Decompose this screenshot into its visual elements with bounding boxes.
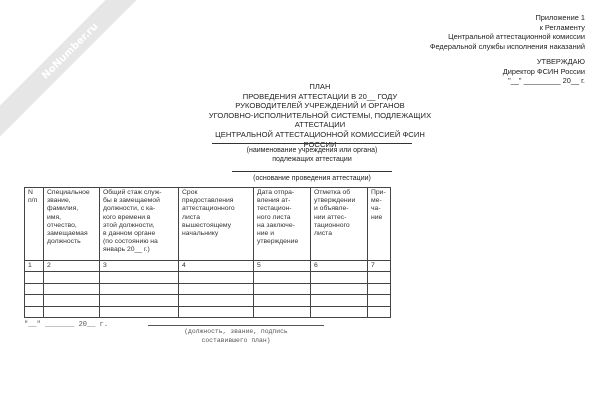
table-cell[interactable] [44, 283, 100, 295]
institution-subcaption: подлежащих аттестации [272, 156, 352, 163]
approval-block [503, 57, 585, 86]
appendix-line: к Регламенту [539, 22, 585, 32]
column-number: 1 [25, 261, 44, 272]
title-line: ПЛАН [309, 82, 331, 91]
table-header-row [25, 188, 391, 261]
table-cell[interactable] [368, 306, 391, 318]
header-cell-sending-date: Дата отпра- вления ат- тестацион- ного листа на заключе- ние и утверждение [254, 188, 311, 261]
column-number: 6 [311, 261, 368, 272]
footer-date-field[interactable]: "__" _______ 20__ г. [24, 321, 109, 329]
table-row [25, 306, 391, 318]
institution-field[interactable] [212, 143, 412, 164]
table-cell[interactable] [368, 272, 391, 284]
table-cell[interactable] [100, 283, 179, 295]
appendix-line: Центральной аттестационной комиссии [448, 32, 585, 42]
institution-underline[interactable] [212, 143, 412, 144]
title-line: ЦЕНТРАЛЬНОЙ АТТЕСТАЦИОННОЙ КОМИССИЕЙ ФСИН РОССИИ [215, 129, 425, 149]
signature-caption-line: составившего план) [201, 336, 271, 344]
table-cell[interactable] [254, 306, 311, 318]
header-cell-approval-mark: Отметка об утверждении и объявле- нии аттес- тационного листа [311, 188, 368, 261]
basis-underline[interactable] [232, 171, 392, 172]
table-cell[interactable] [311, 272, 368, 284]
table-cell[interactable] [311, 283, 368, 295]
title-line: ПРОВЕДЕНИЯ АТТЕСТАЦИИ В 20__ ГОДУ [242, 91, 398, 101]
table-cell[interactable] [44, 272, 100, 284]
table-row [25, 283, 391, 295]
basis-caption: (основание проведения аттестации) [253, 175, 371, 182]
plan-table [24, 187, 391, 318]
column-number: 2 [44, 261, 100, 272]
institution-caption: (наименование учреждения или органа) [246, 147, 378, 154]
signature-underline[interactable] [148, 325, 324, 326]
appendix-line: Приложение 1 [535, 13, 585, 22]
table-cell[interactable] [254, 272, 311, 284]
signature-caption-line: (должность, звание, подпись [184, 328, 288, 335]
table-cell[interactable] [179, 272, 254, 284]
column-number: 7 [368, 261, 391, 272]
document-title [200, 82, 440, 149]
table-cell[interactable] [25, 295, 44, 307]
table-cell[interactable] [311, 306, 368, 318]
table-cell[interactable] [368, 295, 391, 307]
table-cell[interactable] [44, 306, 100, 318]
table-row [25, 272, 391, 284]
header-cell-experience: Общий стаж служ- бы в замещаемой должности, с ка- кого времени в этой должности, в данном органе (по состоянию на январь 20__ г.) [100, 188, 179, 261]
approval-heading: УТВЕРЖДАЮ [536, 57, 585, 66]
table-cell[interactable] [179, 295, 254, 307]
header-cell-name: Специальное звание, фамилия, имя, отчество, замещаемая должность [44, 188, 100, 261]
table-cell[interactable] [100, 295, 179, 307]
column-number-row [25, 261, 391, 272]
basis-field[interactable] [232, 171, 392, 183]
watermark [0, 0, 170, 151]
title-line: УГОЛОВНО-ИСПОЛНИТЕЛЬНОЙ СИСТЕМЫ, ПОДЛЕЖАЩИХ АТТЕСТАЦИИ [208, 110, 432, 130]
table-cell[interactable] [179, 306, 254, 318]
column-number: 4 [179, 261, 254, 272]
approval-date-field[interactable]: "__" _________ 20__ г. [508, 76, 585, 86]
table-row [25, 295, 391, 307]
table-cell[interactable] [25, 306, 44, 318]
table-cell[interactable] [25, 283, 44, 295]
header-cell-number: N п/п [25, 188, 44, 261]
table-cell[interactable] [254, 295, 311, 307]
table-cell[interactable] [311, 295, 368, 307]
table-cell[interactable] [44, 295, 100, 307]
approval-position: Директор ФСИН России [502, 66, 585, 76]
table-cell[interactable] [179, 283, 254, 295]
header-cell-submission-deadline: Срок предоставления аттестационного листа вышестоящему начальнику [179, 188, 254, 261]
column-number: 3 [100, 261, 179, 272]
table-cell[interactable] [368, 283, 391, 295]
title-line: РУКОВОДИТЕЛЕЙ УЧРЕЖДЕНИЙ И ОРГАНОВ [235, 101, 405, 111]
appendix-line: Федеральной службы исполнения наказаний [429, 41, 585, 51]
watermark-text: NoNumber.ru [39, 20, 101, 82]
column-number: 5 [254, 261, 311, 272]
signature-caption [148, 328, 324, 345]
table-cell[interactable] [25, 272, 44, 284]
table-cell[interactable] [254, 283, 311, 295]
appendix-note [430, 13, 585, 51]
header-cell-note: При- ме- ча- ние [368, 188, 391, 261]
table-cell[interactable] [100, 306, 179, 318]
table-cell[interactable] [100, 272, 179, 284]
